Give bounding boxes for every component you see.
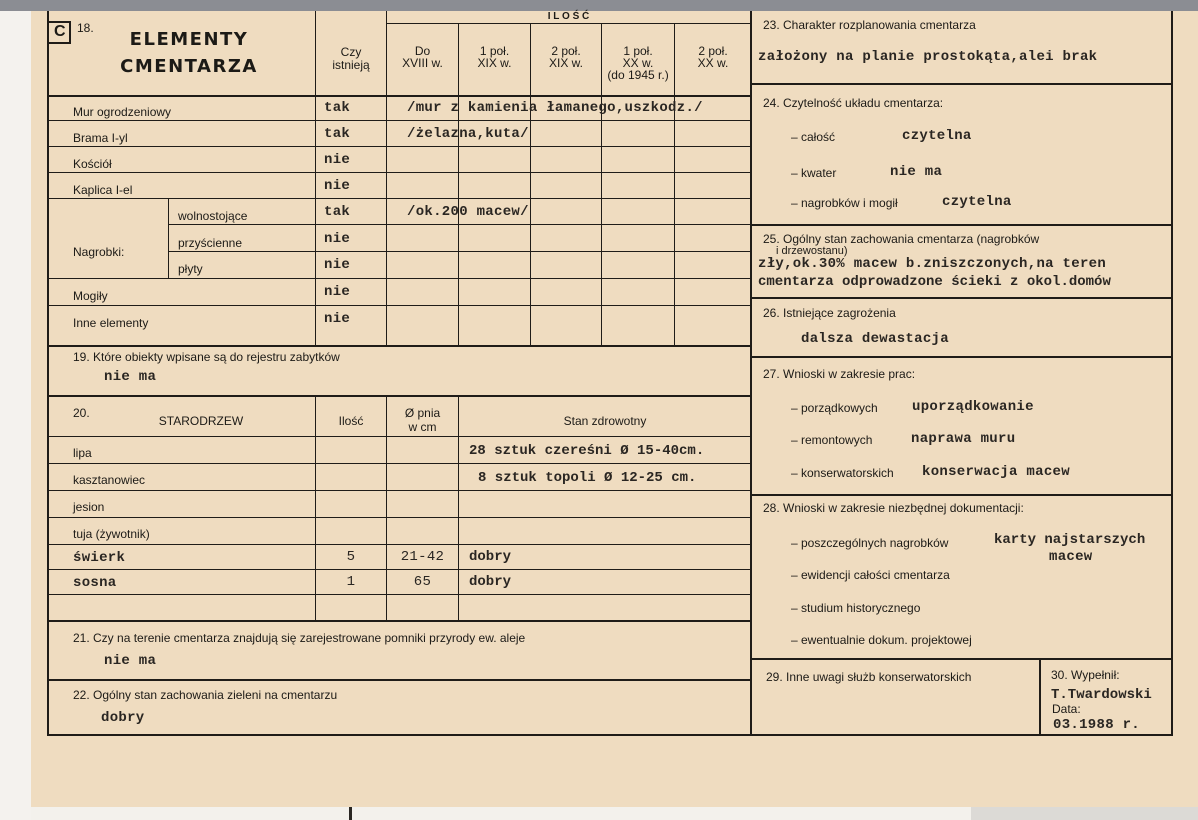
s29-label: 29. Inne uwagi służb konserwatorskich: [766, 670, 972, 684]
element-row-value: nie: [324, 311, 351, 327]
s19-label: 19. Które obiekty wpisane są do rejestru zabytków: [73, 350, 340, 364]
element-row-label: Brama I-yl: [73, 131, 128, 145]
s23-label: 23. Charakter rozplanowania cmentarza: [763, 18, 976, 32]
form-card: [31, 11, 1198, 807]
scan-top-bar: [0, 0, 1198, 11]
element-row-value: nie: [324, 178, 351, 194]
tree-name: sosna: [73, 575, 117, 591]
s23-value: założony na planie prostokąta,alei brak: [758, 49, 1098, 65]
element-row-label: Mogiły: [73, 289, 108, 303]
element-row-label: Inne elementy: [73, 316, 149, 330]
s27-label: 27. Wnioski w zakresie prac:: [763, 367, 916, 381]
ilosc-col-line2: XX w.: [622, 56, 654, 70]
s19-value: nie ma: [104, 369, 157, 385]
element-row-note: /mur z kamienia łamanego,uszkodz./: [407, 100, 703, 116]
s28-item-label: – ewidencji całości cmentarza: [791, 568, 950, 582]
s28-item-value: karty najstarszych: [994, 532, 1146, 548]
element-row-label: Mur ogrodzeniowy: [73, 105, 172, 119]
s25-label-line2: i drzewostanu): [776, 245, 848, 257]
tree-state: 28 sztuk czereśni Ø 15-40cm.: [469, 443, 705, 459]
s24-item-value: czytelna: [902, 128, 972, 144]
element-row-label: Kaplica I-el: [73, 183, 133, 197]
s20-title: STARODRZEW: [158, 414, 244, 428]
nagrobki-label: Nagrobki:: [73, 245, 125, 259]
tree-name: jesion: [73, 500, 105, 514]
section-18-title-line2: CMENTARZA: [120, 56, 258, 77]
s28-item-label: – poszczególnych nagrobków: [791, 536, 949, 550]
s27-item-value: naprawa muru: [911, 431, 1016, 447]
ilosc-col-line1: 1 poł.: [479, 44, 510, 58]
ilosc-col-line2: XIX w.: [548, 56, 583, 70]
tree-state: 8 sztuk topoli Ø 12-25 cm.: [478, 470, 697, 486]
element-row-label: płyty: [178, 262, 203, 276]
s24-item-label: – całość: [791, 130, 836, 144]
ilosc-col-line3: (do 1945 r.): [607, 68, 669, 82]
s20-col-stan: Stan zdrowotny: [563, 414, 647, 428]
s24-label: 24. Czytelność układu cmentarza:: [763, 96, 944, 110]
s25-label-line1: 25. Ogólny stan zachowania cmentarza (nagrobków: [763, 232, 1040, 246]
scan-left-margin: [0, 11, 31, 820]
ilosc-col-line1: 2 poł.: [551, 44, 581, 58]
s24-item-value: nie ma: [890, 164, 943, 180]
tree-name: tuja (żywotnik): [73, 527, 150, 541]
tree-name: lipa: [73, 446, 92, 460]
tree-qty: 1: [346, 574, 356, 590]
tree-dia: 65: [413, 574, 432, 590]
ilosc-col-line2: XVIII w.: [402, 56, 443, 70]
element-row-note: /żelazna,kuta/: [407, 126, 529, 142]
s27-item-label: – remontowych: [791, 433, 873, 447]
element-row-value: nie: [324, 284, 351, 300]
s20-col-pnia-line1: Ø pnia: [404, 406, 441, 420]
s24-item-label: – nagrobków i mogił: [791, 196, 898, 210]
scan-bottom-edge: [31, 807, 1198, 820]
tree-qty: 5: [346, 549, 356, 565]
s26-label: 26. Istniejące zagrożenia: [763, 306, 896, 320]
s28-label: 28. Wnioski w zakresie niezbędnej dokumentacji:: [763, 501, 1024, 515]
s22-label: 22. Ogólny stan zachowania zieleni na cmentarzu: [73, 688, 338, 702]
ilosc-col-line1: 1 poł.: [623, 44, 653, 58]
s28-value-line2: macew: [1049, 549, 1093, 565]
s20-col-pnia-line2: w cm: [408, 420, 437, 434]
element-row-value: nie: [324, 257, 351, 273]
tree-dia: 21-42: [400, 549, 445, 565]
s30-name: T.Twardowski: [1051, 687, 1152, 703]
ilosc-col-line2: XIX w.: [477, 56, 512, 70]
s30-label: 30. Wypełnił:: [1051, 668, 1120, 682]
element-row-value: tak: [324, 204, 351, 220]
tree-name: kasztanowiec: [73, 473, 146, 487]
s20-col-ilosc: Ilość: [338, 414, 364, 428]
s27-item-value: uporządkowanie: [912, 399, 1034, 415]
s21-value: nie ma: [104, 653, 157, 669]
s27-item-label: – konserwatorskich: [791, 466, 894, 480]
section-18-title-line1: ELEMENTY: [129, 29, 249, 50]
s27-item-label: – porządkowych: [791, 401, 878, 415]
s25-value-line2: cmentarza odprowadzone ścieki z okol.domów: [758, 274, 1111, 290]
element-row-note: /ok.200 macew/: [407, 204, 529, 220]
s24-item-value: czytelna: [942, 194, 1012, 210]
ilosc-col-line2: XX w.: [697, 56, 729, 70]
element-row-label: Kościół: [73, 157, 112, 171]
s24-item-label: – kwater: [791, 166, 837, 180]
s28-item-label: – ewentualnie dokum. projektowej: [791, 633, 972, 647]
s30-date-label: Data:: [1052, 702, 1081, 716]
col-czy-line2: istnieją: [332, 58, 370, 72]
ilosc-col-line1: Do: [414, 44, 431, 58]
s26-value: dalsza dewastacja: [801, 331, 949, 347]
s22-value: dobry: [101, 710, 145, 726]
s25-value-line1: zły,ok.30% macew b.zniszczonych,na teren: [758, 256, 1107, 272]
element-row-label: przyścienne: [178, 236, 243, 250]
s20-number: 20.: [73, 406, 90, 420]
s30-date: 03.1988 r.: [1053, 717, 1141, 733]
s27-item-value: konserwacja macew: [922, 464, 1070, 480]
element-row-value: tak: [324, 100, 351, 116]
element-row-value: nie: [324, 231, 351, 247]
section-18-number: 18.: [77, 21, 94, 35]
element-row-value: nie: [324, 152, 351, 168]
tree-state: dobry: [469, 574, 512, 590]
element-row-label: wolnostojące: [178, 209, 248, 223]
s28-item-label: – studium historycznego: [791, 601, 921, 615]
tree-state: dobry: [469, 549, 512, 565]
tree-name: świerk: [73, 550, 126, 566]
ilosc-header: I L O Ś Ć: [547, 11, 590, 22]
ilosc-col-line1: 2 poł.: [698, 44, 728, 58]
s21-label: 21. Czy na terenie cmentarza znajdują się zarejestrowane pomniki przyrody ew. aleje: [73, 631, 526, 645]
section-letter: C: [54, 23, 66, 40]
col-czy-line1: Czy: [340, 45, 362, 59]
element-row-value: tak: [324, 126, 351, 142]
